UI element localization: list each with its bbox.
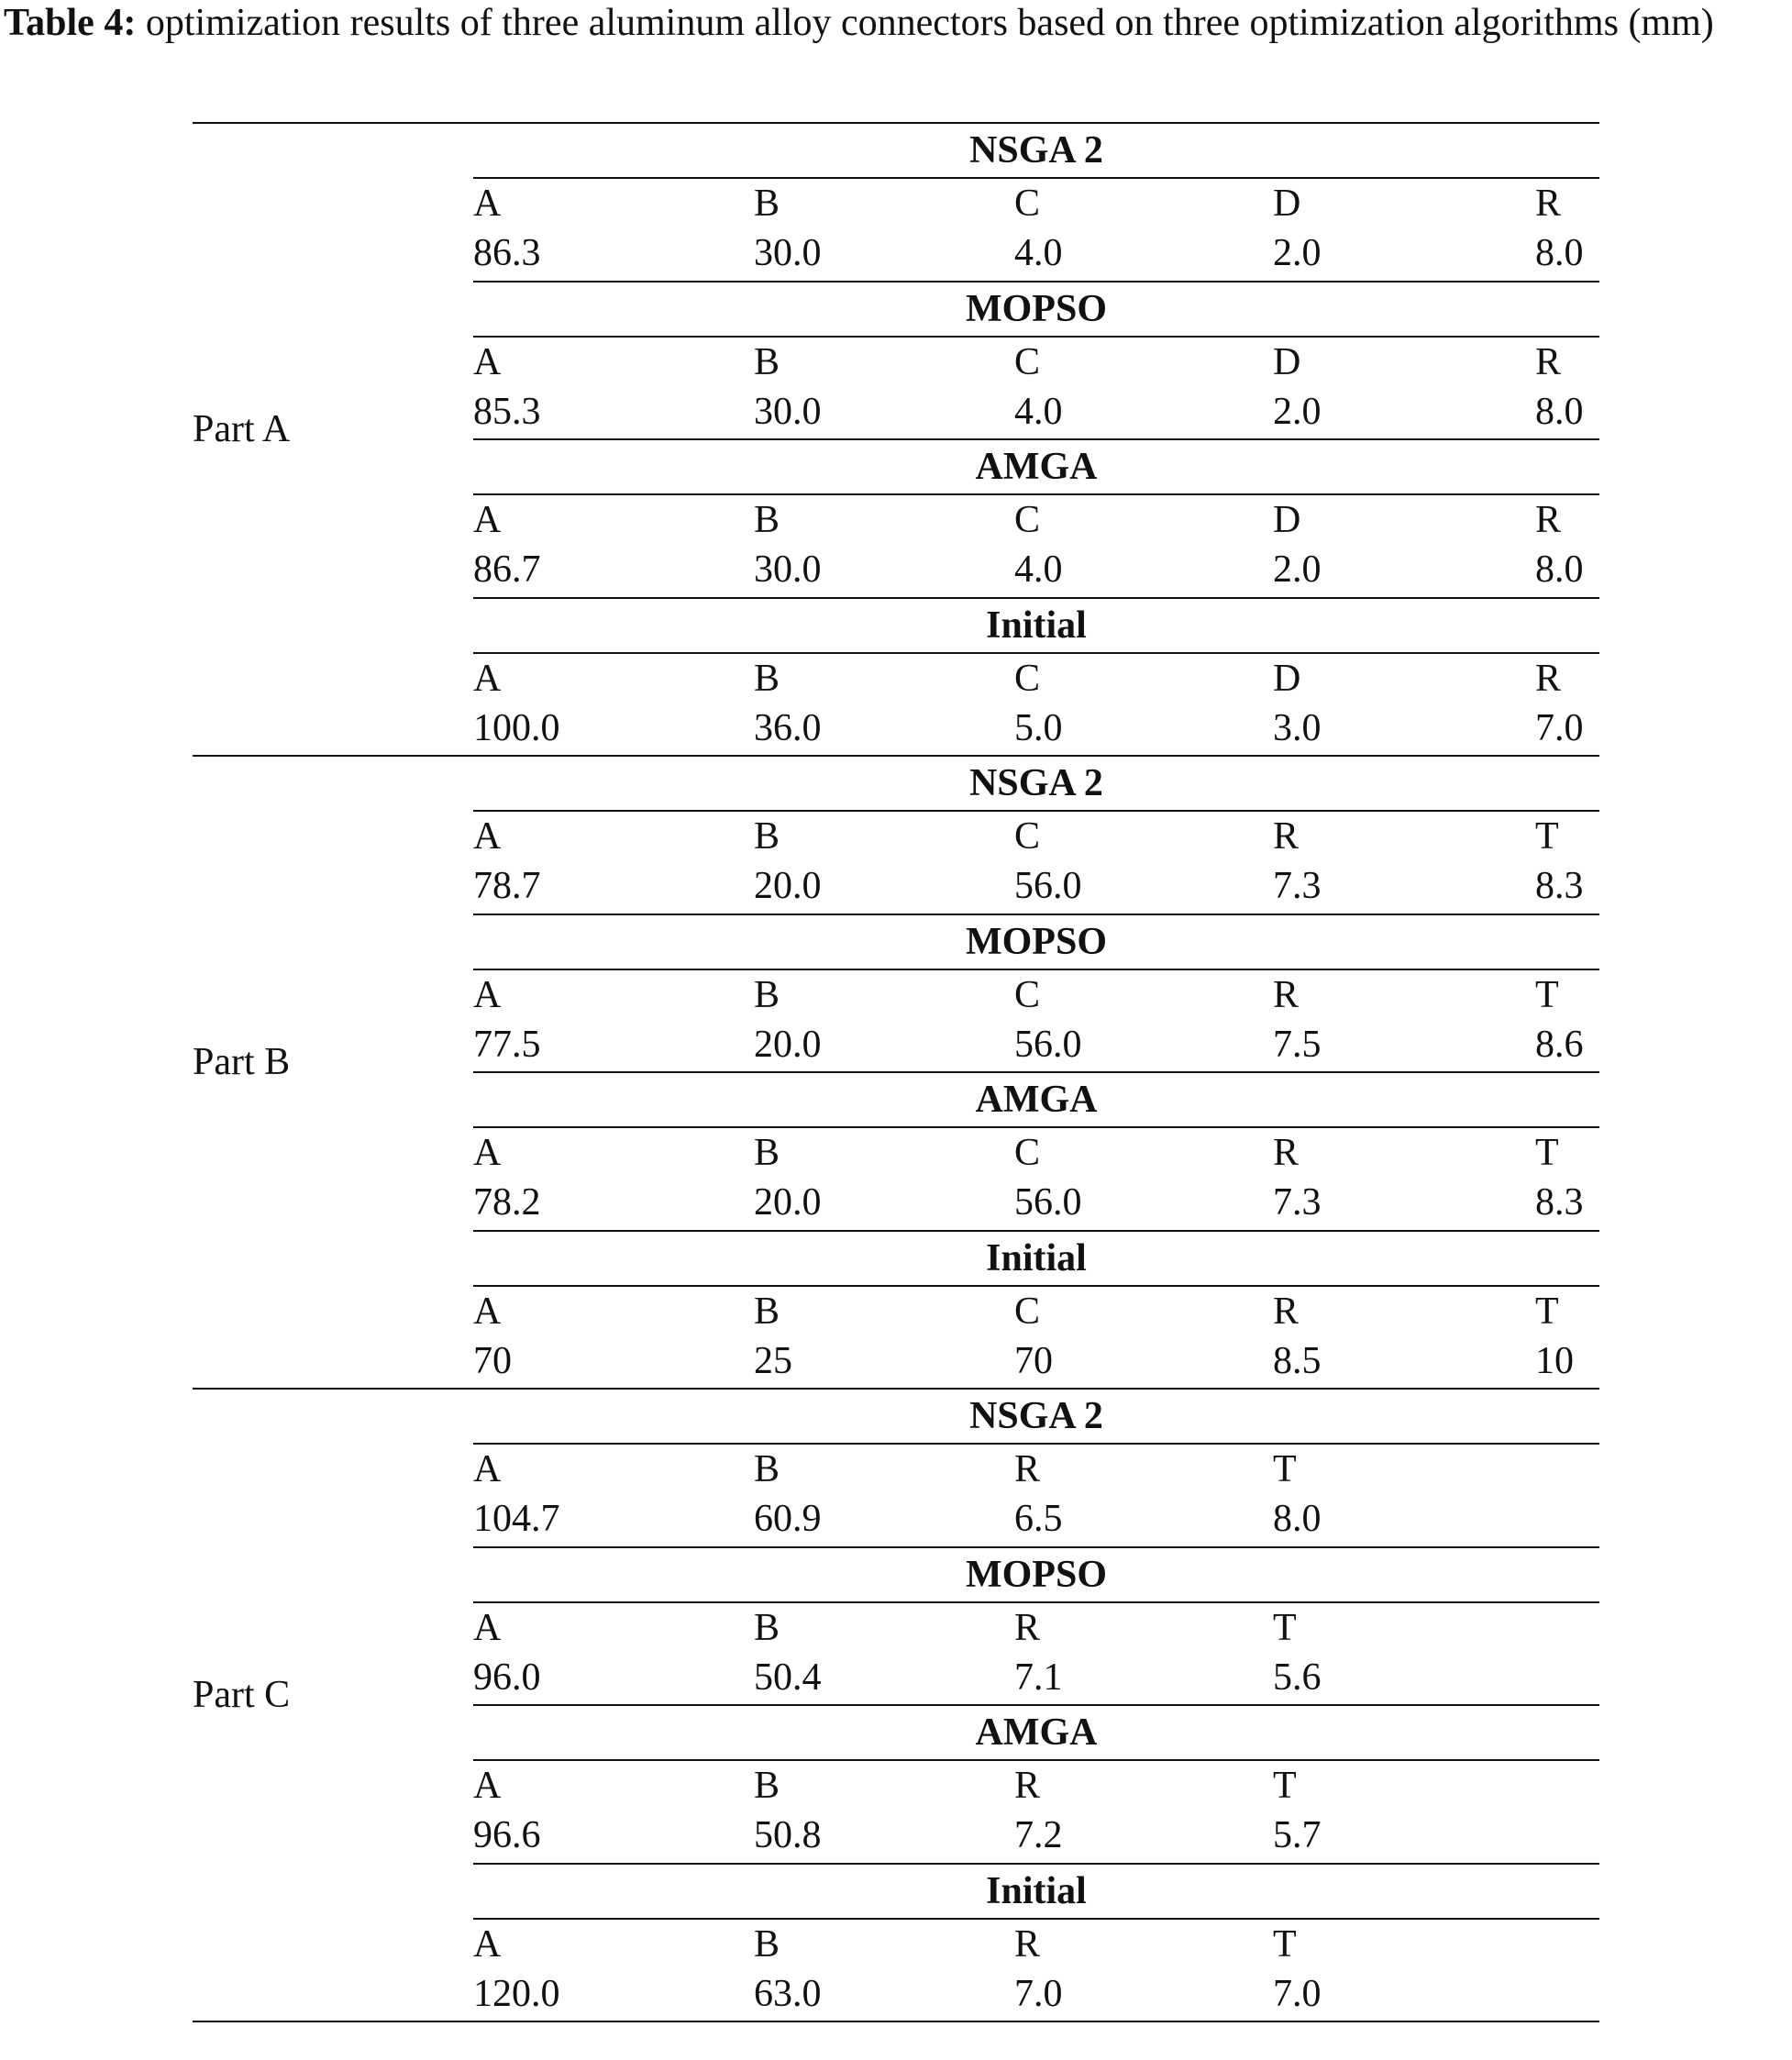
column-header: T <box>1535 1290 1559 1333</box>
algorithm-name: Initial <box>986 1869 1087 1912</box>
value-cell: 5.6 <box>1273 1656 1322 1699</box>
part-section <box>193 1390 1599 2022</box>
algorithm-name: AMGA <box>975 1711 1098 1754</box>
column-header: A <box>473 1765 502 1807</box>
value-cell: 30.0 <box>754 232 822 274</box>
column-header: R <box>1535 499 1562 541</box>
column-header: A <box>473 815 502 858</box>
algorithm-block <box>473 1548 1599 1707</box>
algorithm-block <box>473 124 1599 282</box>
header-row <box>473 1920 1599 1969</box>
header-row <box>473 1287 1599 1336</box>
value-cell: 7.3 <box>1273 1181 1322 1224</box>
column-header: C <box>1014 973 1041 1016</box>
column-header: C <box>1014 1132 1041 1174</box>
value-cell: 7.0 <box>1014 1972 1063 2015</box>
value-cell: 36.0 <box>754 706 822 749</box>
value-cell: 120.0 <box>473 1972 560 2015</box>
part-section <box>193 757 1599 1390</box>
column-header: R <box>1014 1765 1041 1807</box>
value-cell: 70 <box>1014 1339 1053 1382</box>
value-cell: 85.3 <box>473 390 541 433</box>
value-cell: 8.3 <box>1535 865 1584 907</box>
header-row <box>473 179 1599 228</box>
column-header: A <box>473 1922 502 1966</box>
value-cell: 8.6 <box>1535 1023 1584 1066</box>
column-header: T <box>1535 1132 1559 1174</box>
value-cell: 50.4 <box>754 1656 822 1699</box>
column-header: A <box>473 1290 502 1333</box>
column-header: B <box>754 1448 780 1490</box>
value-cell: 30.0 <box>754 548 822 591</box>
column-header: R <box>1014 1922 1041 1966</box>
column-header: R <box>1273 973 1300 1016</box>
value-cell: 20.0 <box>754 1023 822 1066</box>
column-header: D <box>1273 499 1301 541</box>
value-cell: 8.0 <box>1535 232 1584 274</box>
value-cell: 60.9 <box>754 1498 822 1540</box>
algorithm-name: MOPSO <box>966 920 1107 963</box>
header-row <box>473 1445 1599 1494</box>
column-header: T <box>1273 1448 1297 1490</box>
column-header: T <box>1273 1922 1297 1966</box>
value-cell: 4.0 <box>1014 548 1063 591</box>
header-row <box>473 338 1599 387</box>
column-header: B <box>754 1765 780 1807</box>
value-row <box>473 861 1599 911</box>
column-header: D <box>1273 183 1301 225</box>
value-cell: 20.0 <box>754 865 822 907</box>
column-header: B <box>754 340 780 383</box>
value-cell: 8.3 <box>1535 1181 1584 1224</box>
value-cell: 7.0 <box>1273 1972 1322 2015</box>
table-caption-label: Table 4: <box>4 2 137 44</box>
column-header: T <box>1535 973 1559 1016</box>
value-row <box>473 1653 1599 1702</box>
column-header: C <box>1014 657 1041 700</box>
value-cell: 25 <box>754 1339 792 1382</box>
value-cell: 56.0 <box>1014 1023 1082 1066</box>
value-row <box>473 1969 1599 2019</box>
value-cell: 86.3 <box>473 232 541 274</box>
part-rule <box>193 2021 1599 2022</box>
header-row <box>473 812 1599 861</box>
column-header: R <box>1535 657 1562 700</box>
column-header: C <box>1014 1290 1041 1333</box>
column-header: R <box>1273 815 1300 858</box>
value-cell: 8.0 <box>1273 1498 1322 1540</box>
value-row <box>473 1178 1599 1227</box>
part-label: Part C <box>193 1674 291 1716</box>
value-cell: 8.0 <box>1535 548 1584 591</box>
value-cell: 10 <box>1535 1339 1574 1382</box>
value-cell: 56.0 <box>1014 865 1082 907</box>
value-row <box>473 1020 1599 1069</box>
algorithm-block <box>473 440 1599 599</box>
value-cell: 8.0 <box>1535 390 1584 433</box>
algorithm-block <box>473 915 1599 1074</box>
column-header: R <box>1273 1132 1300 1174</box>
column-header: C <box>1014 340 1041 383</box>
algorithm-name: NSGA 2 <box>969 1395 1103 1437</box>
header-row <box>473 1128 1599 1178</box>
part-label: Part A <box>193 408 291 450</box>
value-cell: 63.0 <box>754 1972 822 2015</box>
value-cell: 96.0 <box>473 1656 541 1699</box>
header-row <box>473 1761 1599 1811</box>
column-header: C <box>1014 499 1041 541</box>
value-cell: 3.0 <box>1273 706 1322 749</box>
part-section <box>193 124 1599 757</box>
column-header: D <box>1273 340 1301 383</box>
algorithm-block <box>473 1073 1599 1232</box>
column-header: B <box>754 183 780 225</box>
column-header: A <box>473 499 502 541</box>
value-cell: 104.7 <box>473 1498 560 1540</box>
value-cell: 2.0 <box>1273 232 1322 274</box>
value-row <box>473 545 1599 594</box>
value-cell: 70 <box>473 1339 512 1382</box>
column-header: A <box>473 973 502 1016</box>
value-row <box>473 228 1599 278</box>
value-cell: 100.0 <box>473 706 560 749</box>
header-row <box>473 495 1599 545</box>
value-row <box>473 1494 1599 1544</box>
algorithm-block <box>473 1232 1599 1390</box>
algorithm-block <box>473 1706 1599 1865</box>
value-row <box>473 703 1599 753</box>
column-header: R <box>1273 1290 1300 1333</box>
value-cell: 50.8 <box>754 1814 822 1856</box>
value-cell: 96.6 <box>473 1814 541 1856</box>
column-header: B <box>754 1290 780 1333</box>
value-cell: 7.1 <box>1014 1656 1063 1699</box>
column-header: R <box>1014 1606 1041 1649</box>
header-row <box>473 654 1599 703</box>
column-header: B <box>754 1922 780 1966</box>
column-header: T <box>1535 815 1559 858</box>
column-header: B <box>754 499 780 541</box>
value-cell: 2.0 <box>1273 390 1322 433</box>
column-header: B <box>754 1606 780 1649</box>
part-label: Part B <box>193 1041 291 1083</box>
column-header: R <box>1014 1448 1041 1490</box>
algorithm-block <box>473 1390 1599 1548</box>
algorithm-name: NSGA 2 <box>969 129 1103 172</box>
algorithm-name: Initial <box>986 1236 1087 1279</box>
column-header: A <box>473 657 502 700</box>
algorithm-name: MOPSO <box>966 1553 1107 1596</box>
header-row <box>473 1603 1599 1653</box>
value-cell: 7.5 <box>1273 1023 1322 1066</box>
value-cell: 8.5 <box>1273 1339 1322 1382</box>
value-cell: 2.0 <box>1273 548 1322 591</box>
column-header: B <box>754 1132 780 1174</box>
column-header: C <box>1014 183 1041 225</box>
value-cell: 5.0 <box>1014 706 1063 749</box>
column-header: B <box>754 657 780 700</box>
value-cell: 78.7 <box>473 865 541 907</box>
algorithm-name: AMGA <box>975 446 1098 488</box>
column-header: B <box>754 973 780 1016</box>
value-row <box>473 1336 1599 1386</box>
value-cell: 78.2 <box>473 1181 541 1224</box>
algorithm-block <box>473 282 1599 441</box>
column-header: D <box>1273 657 1301 700</box>
value-cell: 56.0 <box>1014 1181 1082 1224</box>
algorithm-name: MOPSO <box>966 287 1107 330</box>
column-header: A <box>473 1448 502 1490</box>
algorithm-block <box>473 757 1599 915</box>
value-cell: 4.0 <box>1014 232 1063 274</box>
column-header: A <box>473 340 502 383</box>
column-header: C <box>1014 815 1041 858</box>
algorithm-name: AMGA <box>975 1079 1098 1121</box>
value-cell: 7.0 <box>1535 706 1584 749</box>
value-cell: 7.3 <box>1273 865 1322 907</box>
table-caption <box>4 0 1788 47</box>
column-header: T <box>1273 1606 1297 1649</box>
value-cell: 6.5 <box>1014 1498 1063 1540</box>
value-cell: 30.0 <box>754 390 822 433</box>
value-row <box>473 1811 1599 1860</box>
value-cell: 5.7 <box>1273 1814 1322 1856</box>
value-cell: 4.0 <box>1014 390 1063 433</box>
value-cell: 86.7 <box>473 548 541 591</box>
value-cell: 20.0 <box>754 1181 822 1224</box>
column-header: A <box>473 1606 502 1649</box>
algorithm-block <box>473 1865 1599 2023</box>
column-header: B <box>754 815 780 858</box>
algorithm-name: NSGA 2 <box>969 762 1103 804</box>
column-header: R <box>1535 340 1562 383</box>
value-cell: 77.5 <box>473 1023 541 1066</box>
algorithm-block <box>473 599 1599 758</box>
column-header: R <box>1535 183 1562 225</box>
column-header: A <box>473 183 502 225</box>
algorithm-name: Initial <box>986 604 1087 647</box>
value-row <box>473 387 1599 437</box>
table-caption-text: optimization results of three aluminum alloy connectors based on three optimization algorithms (mm) <box>145 2 1714 44</box>
header-row <box>473 970 1599 1020</box>
column-header: A <box>473 1132 502 1174</box>
column-header: T <box>1273 1765 1297 1807</box>
value-cell: 7.2 <box>1014 1814 1063 1856</box>
